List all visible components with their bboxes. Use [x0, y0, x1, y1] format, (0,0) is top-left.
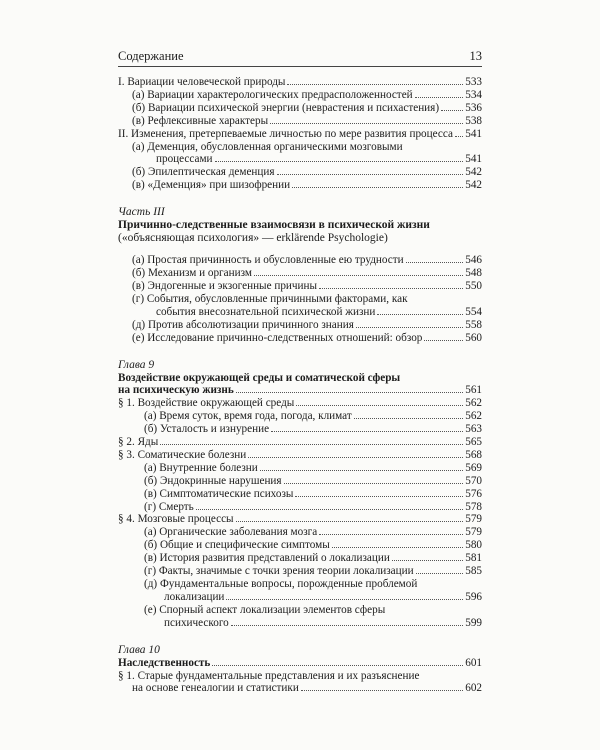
leader-dots: [287, 84, 463, 85]
toc-entry: (г) Факты, значимые с точки зрения теории локализации 585: [144, 565, 482, 578]
toc-entry: (а) Органические заболевания мозга 579: [144, 526, 482, 539]
toc-entry: (в) Симптоматические психозы 576: [144, 487, 482, 500]
toc-entry: § 3. Соматические болезни 568: [118, 448, 482, 461]
page-number: 13: [469, 49, 482, 63]
table-of-contents: [118, 76, 482, 695]
toc-entry: (а) Деменция, обусловленная органическими мозговыми процессами 541: [132, 140, 482, 166]
toc-entry: § 4. Мозговые процессы 579: [118, 513, 482, 526]
toc-entry: § 1. Воздействие окружающей среды 562: [118, 397, 482, 410]
part-subtitle: («объясняющая психология» — erklärende Psychologie): [118, 232, 388, 245]
part-label: Часть III: [118, 206, 165, 219]
toc-entry: (б) Эпилептическая деменция 542: [132, 166, 482, 179]
toc-entry: § 1. Старые фундаментальные представления и их разъяснение на основе генеалогии и статистики 602: [118, 669, 482, 695]
toc-entry: (б) Общие и специфические симптомы 580: [144, 539, 482, 552]
toc-entry: (б) Механизм и организм 548: [132, 267, 482, 280]
part-title: Причинно-следственные взаимосвязи в психической жизни: [118, 219, 430, 232]
toc-entry: (в) История развития представлений о локализации 581: [144, 552, 482, 565]
toc-entry: (а) Время суток, время года, погода, климат 562: [144, 410, 482, 423]
chapter-label: Глава 9: [118, 358, 155, 371]
chapter-title: Наследственность 601: [118, 656, 482, 669]
toc-entry: (г) События, обусловленные причинными факторами, как события внесознательной психической жизни 554: [132, 292, 482, 318]
header-title: Содержание: [118, 49, 184, 63]
toc-entry: (д) Фундаментальные вопросы, порожденные проблемой локализации 596: [144, 578, 482, 603]
toc-entry: (в) Эндогенные и экзогенные причины 550: [132, 279, 482, 292]
toc-entry: (е) Спорный аспект локализации элементов сферы психического 599: [144, 603, 482, 629]
toc-entry: (д) Против абсолютизации причинного знания 558: [132, 318, 482, 331]
toc-entry: (б) Усталость и изнурение 563: [144, 423, 482, 436]
toc-entry: I. Вариации человеческой природы 533: [118, 76, 482, 88]
running-header: [118, 49, 482, 67]
chapter-title: Воздействие окружающей среды и соматической сферы на психическую жизнь 561: [118, 371, 482, 397]
toc-entry: (в) «Деменция» при шизофрении 542: [132, 179, 482, 192]
toc-entry: (б) Эндокринные нарушения 570: [144, 474, 482, 487]
toc-entry: § 2. Яды 565: [118, 436, 482, 449]
toc-entry: II. Изменения, претерпеваемые личностью по мере развития процесса 541: [118, 127, 482, 140]
toc-entry: (а) Простая причинность и обусловленные ею трудности 546: [132, 254, 482, 267]
toc-entry: (а) Внутренние болезни 569: [144, 461, 482, 474]
toc-entry: (а) Вариации характерологических предрасположенностей 534: [132, 88, 482, 101]
toc-entry: (г) Смерть 578: [144, 500, 482, 513]
toc-entry: (в) Рефлексивные характеры 538: [132, 114, 482, 127]
toc-entry: (е) Исследование причинно-следственных отношений: обзор 560: [132, 331, 482, 344]
toc-entry: (б) Вариации психической энергии (неврастения и психастения) 536: [132, 101, 482, 114]
chapter-label: Глава 10: [118, 643, 160, 656]
